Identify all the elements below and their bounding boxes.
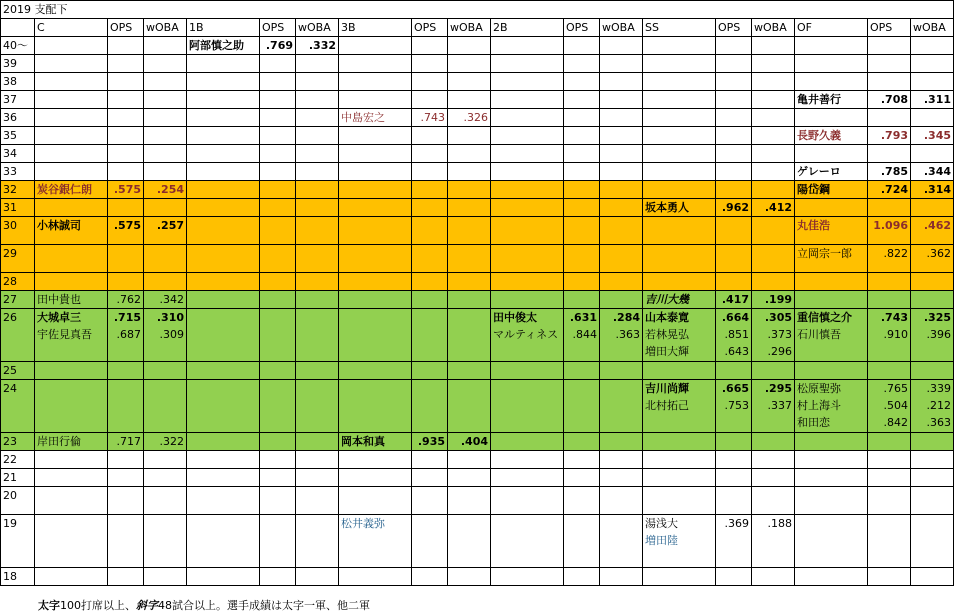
age-row [1,380,954,433]
header-woba: wOBA [296,19,339,37]
age-label: 40～ [1,37,35,55]
age-label: 38 [1,73,35,91]
player-ops: .765 [883,382,908,395]
age-label: 19 [1,515,35,568]
player-name: 湯浅大 [645,517,678,530]
player-ops: .715 [113,311,141,324]
age-label: 18 [1,568,35,586]
age-row [1,91,954,109]
player-ops: .369 [716,515,752,568]
player-name: 坂本勇人 [643,199,716,217]
header-ops: OPS [564,19,600,37]
player-ops: .962 [716,199,752,217]
legend-caption [38,597,370,613]
age-row [1,55,954,73]
player-ops: .743 [880,311,908,324]
header-c: C [35,19,108,37]
age-label: 33 [1,163,35,181]
player-name: 陽岱鋼 [795,181,868,199]
player-ops: .717 [108,433,144,451]
player-woba: .342 [144,291,187,309]
age-row [1,37,954,55]
age-row [1,487,954,515]
header-1b: 1B [187,19,260,37]
age-label: 34 [1,145,35,163]
age-header [1,19,35,37]
player-woba: .345 [911,127,954,145]
player-name: 吉川大幾 [643,291,716,309]
player-woba: .363 [615,328,640,341]
age-row [1,273,954,291]
player-woba: .396 [926,328,951,341]
player-name: 宇佐見真吾 [37,328,92,341]
player-woba: .311 [911,91,954,109]
player-woba: .326 [448,109,491,127]
player-name: 吉川尚輝 [645,382,689,395]
player-name: 村上海斗 [797,399,841,412]
age-label: 27 [1,291,35,309]
age-row [1,127,954,145]
player-name: 松井義弥 [339,515,412,568]
player-woba: .362 [911,245,954,273]
age-label: 36 [1,109,35,127]
age-row [1,309,954,362]
age-label: 32 [1,181,35,199]
player-woba: .373 [767,328,792,341]
player-woba: .462 [911,217,954,245]
player-ops: .643 [724,345,749,358]
player-ops: .822 [868,245,911,273]
header-ops: OPS [716,19,752,37]
player-ops: 1.096 [868,217,911,245]
player-ops: .575 [108,181,144,199]
header-of: OF [795,19,868,37]
player-ops: .793 [868,127,911,145]
player-name: 阿部慎之助 [187,37,260,55]
player-ops: .664 [721,311,749,324]
player-ops: .762 [108,291,144,309]
age-row [1,145,954,163]
header-ops: OPS [260,19,296,37]
caption-italic-term: 斜字 [136,599,158,612]
player-name: 松原聖弥 [797,382,841,395]
player-name: 中島宏之 [339,109,412,127]
age-row [1,291,954,309]
player-ops: .575 [108,217,144,245]
age-row [1,217,954,245]
player-woba: .254 [144,181,187,199]
player-name: 和田恋 [797,416,830,429]
age-row [1,73,954,91]
player-ops: .769 [260,37,296,55]
player-ops: .417 [716,291,752,309]
age-label: 21 [1,469,35,487]
caption-text: 100打席以上、 [60,599,136,612]
player-name: 岡本和真 [339,433,412,451]
player-name: 立岡宗一郎 [795,245,868,273]
player-ops: .665 [721,382,749,395]
header-row [1,19,954,37]
player-ops: .708 [868,91,911,109]
player-name: 山本泰寛 [645,311,689,324]
age-row [1,199,954,217]
age-row [1,362,954,380]
age-label: 35 [1,127,35,145]
player-ops: .844 [572,328,597,341]
player-name: ゲレーロ [795,163,868,181]
player-woba: .310 [156,311,184,324]
player-woba: .314 [911,181,954,199]
player-woba: .257 [144,217,187,245]
age-label: 28 [1,273,35,291]
player-woba: .332 [296,37,339,55]
age-row [1,469,954,487]
header-2b: 2B [491,19,564,37]
player-woba: .339 [926,382,951,395]
player-woba: .305 [764,311,792,324]
player-ops: .631 [569,311,597,324]
age-label: 31 [1,199,35,217]
player-ops: .724 [868,181,911,199]
player-ops: .753 [724,399,749,412]
age-row [1,515,954,568]
sheet-title: 2019 支配下 [1,1,954,19]
player-name: 重信慎之介 [797,311,852,324]
player-woba: .284 [612,311,640,324]
player-name: 増田大輝 [645,345,689,358]
player-woba: .344 [911,163,954,181]
header-ops: OPS [412,19,448,37]
player-ops: .687 [116,328,141,341]
age-row [1,568,954,586]
player-woba: .212 [926,399,951,412]
header-ops: OPS [108,19,144,37]
age-label: 30 [1,217,35,245]
age-label: 22 [1,451,35,469]
player-woba: .322 [144,433,187,451]
player-name: 石川慎吾 [797,328,841,341]
player-woba: .325 [923,311,951,324]
player-woba: .363 [926,416,951,429]
player-name: 小林誠司 [35,217,108,245]
header-ss: SS [643,19,716,37]
player-ops: .851 [724,328,749,341]
header-woba: wOBA [752,19,795,37]
player-name: マルティネス [493,328,559,341]
age-row [1,181,954,199]
player-name: 丸佳浩 [795,217,868,245]
player-woba: .309 [159,328,184,341]
age-label: 29 [1,245,35,273]
age-row [1,109,954,127]
player-woba: .188 [752,515,795,568]
age-label: 25 [1,362,35,380]
player-ops: .842 [883,416,908,429]
player-name: 増田陸 [645,534,678,547]
header-3b: 3B [339,19,412,37]
player-woba: .295 [764,382,792,395]
age-label: 20 [1,487,35,515]
player-ops: .785 [868,163,911,181]
player-name: 田中貴也 [35,291,108,309]
player-woba: .412 [752,199,795,217]
player-name: 長野久義 [795,127,868,145]
age-row [1,451,954,469]
age-row [1,433,954,451]
age-label: 37 [1,91,35,109]
player-name: 岸田行倫 [35,433,108,451]
caption-text: 48試合以上。選手成績は太字一軍、他二軍 [158,599,370,612]
player-name: 若林晃弘 [645,328,689,341]
header-woba: wOBA [600,19,643,37]
player-name: 大城卓三 [37,311,81,324]
player-woba: .296 [767,345,792,358]
header-woba: wOBA [448,19,491,37]
player-ops: .910 [883,328,908,341]
age-row [1,245,954,273]
age-label: 23 [1,433,35,451]
player-name: 亀井善行 [795,91,868,109]
player-ops: .935 [412,433,448,451]
age-row [1,163,954,181]
caption-bold-term: 太字 [38,599,60,612]
player-name: 北村拓己 [645,399,689,412]
age-label: 39 [1,55,35,73]
header-woba: wOBA [144,19,187,37]
player-woba: .337 [767,399,792,412]
age-label: 26 [1,309,35,362]
header-woba: wOBA [911,19,954,37]
player-ops: .743 [412,109,448,127]
header-ops: OPS [868,19,911,37]
player-name: 炭谷銀仁朗 [35,181,108,199]
player-woba: .199 [752,291,795,309]
age-label: 24 [1,380,35,433]
title-row [1,1,954,19]
player-ops: .504 [883,399,908,412]
player-name: 田中俊太 [493,311,537,324]
player-woba: .404 [448,433,491,451]
